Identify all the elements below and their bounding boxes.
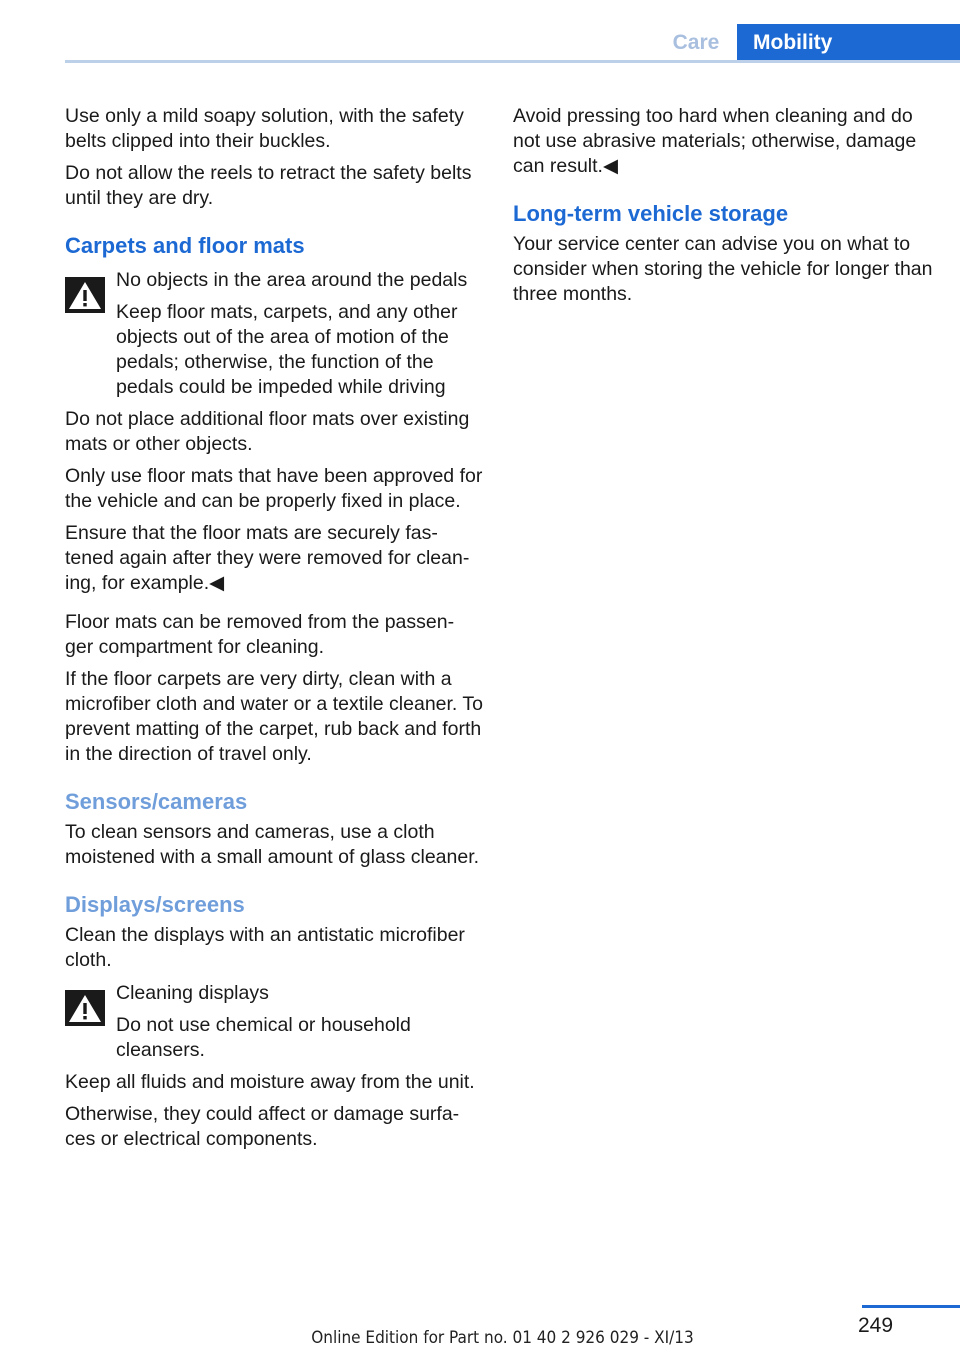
header-tab-mobility: Mobility xyxy=(737,24,960,62)
warning-title: No objects in the area around the pedals xyxy=(116,269,468,291)
section-heading-carpets: Carpets and floor mats xyxy=(65,233,305,258)
paragraph: Use only a mild soapy solution, with the safety belts clipped into their buckles. xyxy=(65,105,464,152)
paragraph: Do not allow the reels to retract the safety belts until they are dry. xyxy=(65,162,472,209)
left-column xyxy=(65,104,483,1159)
paragraph: Clean the displays with an antistatic microfiber cloth. xyxy=(65,924,465,971)
paragraph: Do not place additional floor mats over existing mats or other objects. xyxy=(65,408,470,455)
warning-block-pedals xyxy=(65,268,483,596)
edition-footer: Online Edition for Part no. 01 40 2 926 029 - XI/13 xyxy=(311,1328,694,1348)
paragraph: Avoid pressing too hard when cleaning and do not use abrasive materials; otherwise, damage can result.◀ xyxy=(513,105,917,177)
paragraph: If the floor carpets are very dirty, clean with a microfiber cloth and water or a textile cleaner. To prevent matting of the carpet, rub back and forth in the direction of travel only. xyxy=(65,668,484,765)
paragraph: Your service center can advise you on what to consider when storing the vehicle for longer than three months. xyxy=(513,233,933,305)
paragraph: Otherwise, they could affect or damage surfa‐ ces or electrical components. xyxy=(65,1103,460,1150)
paragraph: Ensure that the floor mats are securely fas‐ tened again after they were removed for clean‐ ing, for example.◀ xyxy=(65,522,470,594)
paragraph: Do not use chemical or household cleansers. xyxy=(116,1014,411,1061)
right-column xyxy=(513,104,933,314)
footer-rule xyxy=(862,1305,960,1308)
paragraph: To clean sensors and cameras, use a cloth moistened with a small amount of glass cleaner. xyxy=(65,821,480,868)
warning-block-displays xyxy=(65,981,483,1152)
page-number: 249 xyxy=(858,1314,894,1337)
paragraph: Floor mats can be removed from the passen‐ ger compartment for cleaning. xyxy=(65,611,455,658)
section-heading-displays: Displays/screens xyxy=(65,892,245,917)
warning-triangle-icon xyxy=(65,990,105,1026)
paragraph: Keep all fluids and moisture away from the unit. xyxy=(65,1071,475,1093)
header-rule xyxy=(65,60,960,63)
warning-title: Cleaning displays xyxy=(116,982,269,1004)
section-heading-sensors: Sensors/cameras xyxy=(65,789,248,814)
warning-triangle-icon xyxy=(65,277,105,313)
paragraph: Only use floor mats that have been approved for the vehicle and can be properly fixed in place. xyxy=(65,465,483,512)
header-tab-care: Care xyxy=(672,31,720,54)
paragraph: Keep floor mats, carpets, and any other objects out of the area of motion of the pedals; otherwise, the function of the pedals could be impeded while driving xyxy=(116,301,458,398)
section-heading-storage: Long-term vehicle storage xyxy=(513,201,789,226)
